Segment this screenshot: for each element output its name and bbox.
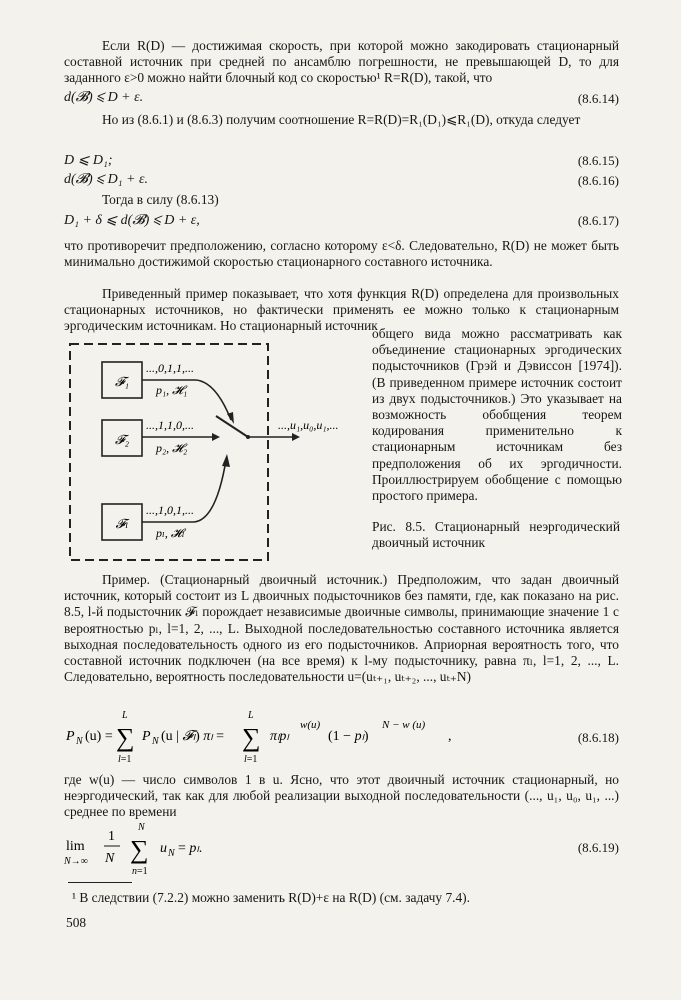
equation-number: (8.6.18) <box>577 730 619 745</box>
svg-text:,: , <box>448 729 452 744</box>
svg-text:(u | 𝓕ₗ) πₗ =: (u | 𝓕ₗ) πₗ = <box>161 729 225 744</box>
equation-number: (8.6.17) <box>577 213 619 228</box>
subsource-params-2: p₂, 𝓗₂ <box>156 441 188 455</box>
svg-text:N: N <box>138 822 145 833</box>
equation-8-6-17 <box>64 212 619 232</box>
equation-number: (8.6.14) <box>577 91 619 106</box>
svg-text:L: L <box>248 710 254 721</box>
subsource-sequence-L: ...,1,0,1,... <box>146 503 194 517</box>
paragraph-then: Тогда в силу (8.6.13) <box>102 192 219 207</box>
equation-number: (8.6.16) <box>577 173 619 188</box>
svg-text:(u) =: (u) = <box>85 729 113 744</box>
output-sequence: ...,u₁,u₀,u₁,... <box>278 418 339 432</box>
figure-8-5-diagram <box>66 342 366 566</box>
svg-text:l=1: l=1 <box>244 754 258 765</box>
svg-text:l=1: l=1 <box>118 754 132 765</box>
page-number: 508 <box>66 915 87 930</box>
footnote: ¹ В следствии (7.2.2) можно заменить R(D)+ε на R(D) (см. задачу 7.4). <box>72 890 470 905</box>
paragraph-contradiction: что противоречит предположению, согласно которому ε<δ. Следовательно, R(D) не может быть минимально достижимой скоростью стационарного составного источника. <box>64 238 619 270</box>
subsource-label-2: 𝓕₂ <box>114 432 130 447</box>
svg-text:w(u): w(u) <box>300 719 321 731</box>
equation-formula: d(𝓑) ⩽ D₁ + ε. <box>64 172 149 187</box>
equation-formula: d(𝓑) ⩽ D + ε. <box>64 90 144 105</box>
subsource-params-1: p₁, 𝓗₁ <box>156 383 188 397</box>
svg-text:N: N <box>105 851 115 866</box>
equation-8-6-14 <box>64 90 619 110</box>
equation-formula: D ⩽ D₁; <box>64 153 113 168</box>
svg-text:N: N <box>168 848 175 859</box>
figure-caption: Рис. 8.5. Стационарный неэргодический двоичный источник <box>372 519 620 551</box>
svg-text:lim: lim <box>66 839 85 854</box>
equation-number: (8.6.15) <box>577 153 619 168</box>
arrow-head-2 <box>212 433 220 441</box>
svg-text:n=1: n=1 <box>132 866 148 877</box>
svg-text:u: u <box>160 841 167 856</box>
arrow-head-L <box>222 454 230 467</box>
paragraph-example-intro-cont: общего вида можно рассматривать как объединение стационарных эргодических подысточников (Грэй и Дэвиссон [1974]). (В приведенном примере источник состоит из двух подысточников.) Это указывает на возможность обобщения теорем кодирования применительно к стационарным источникам без предположения об их эргодичности. Проиллюстрируем обобщение с помощью простого примера. <box>372 326 622 504</box>
svg-text:∑: ∑ <box>116 723 135 752</box>
equation-8-6-19 <box>64 818 619 878</box>
equation-8-6-18 <box>64 706 619 768</box>
equation-formula: D₁ + δ ⩽ d(𝓑) ⩽ D + ε, <box>64 213 200 228</box>
svg-text:(1 − pₗ): (1 − pₗ) <box>328 729 369 744</box>
paragraph-intro: Если R(D) — достижимая скорость, при которой можно закодировать стационарный составной источник при средней по ансамблю погрешности, не превышающей D, то для заданного ε>0 можно найти блочный код со скоростью¹ R=R(D), такой, что <box>64 38 619 86</box>
svg-text:N→∞: N→∞ <box>64 856 88 867</box>
equation-8-6-19-formula <box>64 818 364 878</box>
svg-text:1: 1 <box>108 829 115 844</box>
svg-text:∑: ∑ <box>130 835 149 864</box>
subsource-label-L: 𝓕ₗ <box>115 516 129 531</box>
subsource-sequence-2: ...,1,1,0,... <box>146 418 194 432</box>
svg-text:N − w (u): N − w (u) <box>382 719 426 731</box>
arrow-L <box>194 460 226 522</box>
svg-text:∑: ∑ <box>242 723 261 752</box>
svg-text:P: P <box>66 729 75 744</box>
arrow-1 <box>196 380 231 420</box>
svg-text:N: N <box>152 736 159 747</box>
paragraph-example: Пример. (Стационарный двоичный источник.) Предположим, что задан двоичный источник, который состоит из L двоичных подысточников без памяти, где, как показано на рис. 8.5, l-й подысточник 𝓕ₗ порождает независимые двоичные символы, принимающие значение 1 с вероятностью pₗ, l=1, 2, ..., L. Выходной последовательностью составного источника является выходная последовательность одного из его подысточников. Априорная вероятность того, что составной источник подключен (на все время) к l-му подысточнику, равна πₗ, l=1, 2, ..., L. Следовательно, вероятность последовательности u=(uₜ₊₁, uₜ₊₂, ..., uₜ₊N) <box>64 572 619 685</box>
footnote-rule <box>68 882 132 883</box>
svg-text:N: N <box>76 736 83 747</box>
subsource-label-1: 𝓕₁ <box>114 374 130 389</box>
equation-8-6-15 <box>64 152 619 172</box>
subsource-sequence-1: ...,0,1,1,... <box>146 361 194 375</box>
paragraph-nonergodic: где w(u) — число символов 1 в u. Ясно, что этот двоичный источник стационарный, но неэргодический, так как для любой реализации выходной последовательности (..., u₁, u₀, u₁, ...) среднее по времени <box>64 772 619 820</box>
svg-text:L: L <box>122 710 128 721</box>
svg-text:πₗpₗ: πₗpₗ <box>270 729 289 744</box>
subsource-params-L: pₗ, 𝓗ₗ <box>156 526 185 540</box>
svg-text:P: P <box>142 729 151 744</box>
arrow-head-1 <box>227 412 234 424</box>
equation-8-6-16 <box>64 172 619 192</box>
paragraph-relation: Но из (8.6.1) и (8.6.3) получим соотношение R=R(D)=R₁(D₁)⩽R₁(D), откуда следует <box>102 112 581 127</box>
equation-8-6-18-formula <box>64 706 544 768</box>
svg-text:= pₗ.: = pₗ. <box>178 841 203 856</box>
paragraph-example-intro: Приведенный пример показывает, что хотя функция R(D) определена для произвольных стационарных источников, но фактически применять ее можно только к стационарным эргодическим источникам. Но стационарный источник <box>64 286 619 334</box>
output-arrow-head <box>292 433 300 441</box>
equation-number: (8.6.19) <box>577 840 619 855</box>
